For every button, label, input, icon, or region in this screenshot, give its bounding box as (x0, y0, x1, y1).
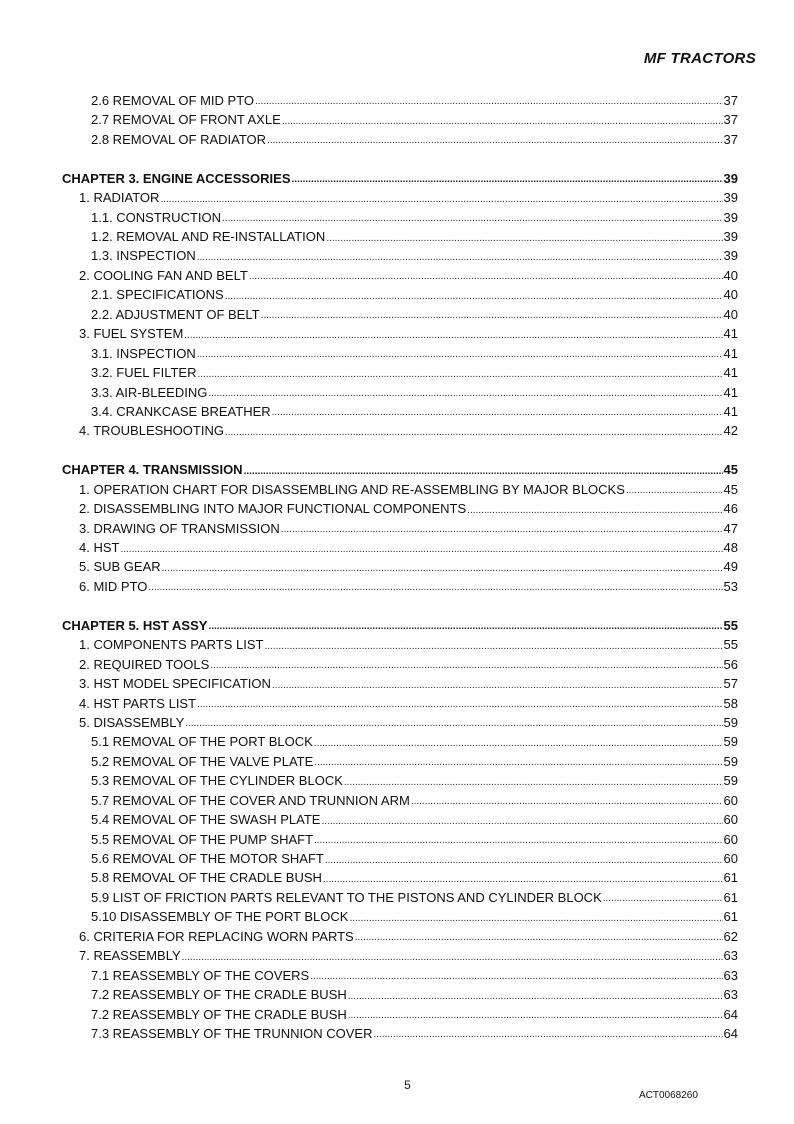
toc-entry-page: 39 (723, 248, 738, 264)
toc-entry[interactable] (62, 635, 738, 654)
dot-leader (326, 231, 722, 247)
dot-leader (197, 250, 723, 266)
toc-entry[interactable] (62, 558, 738, 577)
toc-entry-title: 7.2 REASSEMBLY OF THE CRADLE BUSH (91, 1006, 347, 1022)
toc-entry-title: 2.2. ADJUSTMENT OF BELT (91, 306, 260, 322)
toc-entry[interactable] (62, 305, 738, 324)
dot-leader (323, 872, 723, 888)
toc-entry-title: 2.8 REMOVAL OF RADIATOR (91, 131, 267, 147)
dot-leader (182, 950, 723, 966)
toc-entry[interactable] (62, 480, 738, 499)
running-header: MF TRACTORS (643, 50, 756, 67)
toc-entry[interactable] (62, 130, 738, 149)
toc-entry-title: 5.4 REMOVAL OF THE SWASH PLATE (91, 812, 321, 828)
dot-leader (249, 269, 723, 285)
dot-leader (355, 930, 723, 946)
dot-leader (210, 658, 722, 674)
toc-entry-title: 1. COMPONENTS PARTS LIST (79, 637, 264, 653)
toc-entry-title: 5.2 REMOVAL OF THE VALVE PLATE (91, 753, 314, 769)
toc-entry[interactable] (62, 752, 738, 771)
toc-entry[interactable] (62, 110, 738, 129)
dot-leader (225, 425, 723, 441)
dot-leader (272, 678, 723, 694)
toc-entry-page: 39 (723, 170, 738, 186)
toc-entry-title: 3. HST MODEL SPECIFICATION (79, 676, 271, 692)
toc-entry-page: 48 (723, 540, 738, 556)
toc-chapter-entry[interactable] (62, 169, 738, 188)
toc-entry[interactable] (62, 830, 738, 849)
dot-leader (348, 1008, 723, 1024)
toc-entry-page: 37 (723, 131, 738, 147)
dot-leader (348, 989, 723, 1005)
dot-leader (208, 386, 722, 402)
toc-entry-page: 60 (723, 812, 738, 828)
toc-entry-title: 5.3 REMOVAL OF THE CYLINDER BLOCK (91, 773, 343, 789)
dot-leader (162, 561, 723, 577)
section-spacer (62, 596, 738, 615)
toc-entry-page: 63 (723, 967, 738, 983)
toc-entry-page: 55 (723, 637, 738, 653)
dot-leader (185, 716, 722, 732)
toc-entry-title: 7. REASSEMBLY (79, 948, 181, 964)
toc-entry-title: 6. MID PTO (79, 578, 148, 594)
toc-entry[interactable] (62, 694, 738, 713)
document-code: ACT0068260 (639, 1090, 698, 1101)
dot-leader (160, 192, 722, 208)
toc-entry-page: 40 (723, 306, 738, 322)
toc-entry-page: 61 (723, 889, 738, 905)
dot-leader (310, 969, 722, 985)
toc-entry[interactable] (62, 402, 738, 421)
toc-entry-page: 41 (723, 384, 738, 400)
toc-entry-page: 47 (723, 520, 738, 536)
toc-entry[interactable] (62, 849, 738, 868)
toc-entry-title: 3.1. INSPECTION (91, 345, 196, 361)
toc-entry[interactable] (62, 966, 738, 985)
dot-leader (208, 619, 722, 635)
toc-entry-page: 42 (723, 423, 738, 439)
toc-entry-page: 62 (723, 928, 738, 944)
dot-leader (325, 853, 723, 869)
toc-entry-page: 64 (723, 1006, 738, 1022)
dot-leader (272, 405, 723, 421)
dot-leader (148, 580, 722, 596)
toc-entry-title: 5.7 REMOVAL OF THE COVER AND TRUNNION ARM (91, 792, 410, 808)
toc-entry-title: 4. HST PARTS LIST (79, 695, 197, 711)
toc-entry-page: 46 (723, 501, 738, 517)
dot-leader (197, 347, 723, 363)
dot-leader (197, 697, 722, 713)
toc-entry-title: 1. RADIATOR (79, 190, 160, 206)
dot-leader (314, 833, 723, 849)
toc-entry[interactable] (62, 771, 738, 790)
toc-entry[interactable] (62, 188, 738, 207)
toc-entry-page: 59 (723, 714, 738, 730)
toc-entry-page: 37 (723, 112, 738, 128)
toc-entry-title: 3.3. AIR-BLEEDING (91, 384, 208, 400)
dot-leader (244, 464, 723, 480)
toc-entry[interactable] (62, 674, 738, 693)
toc-entry[interactable] (62, 344, 738, 363)
toc-entry[interactable] (62, 285, 738, 304)
dot-leader (374, 1027, 723, 1043)
toc-entry-title: 2. REQUIRED TOOLS (79, 656, 210, 672)
toc-entry-title: 6. CRITERIA FOR REPLACING WORN PARTS (79, 928, 354, 944)
toc-entry[interactable] (62, 713, 738, 732)
toc-entry-title: 5.6 REMOVAL OF THE MOTOR SHAFT (91, 851, 324, 867)
dot-leader (264, 639, 722, 655)
toc-entry-title: 7.2 REASSEMBLY OF THE CRADLE BUSH (91, 987, 347, 1003)
toc-entry[interactable] (62, 888, 738, 907)
page-number: 5 (404, 1078, 411, 1092)
toc-entry[interactable] (62, 869, 738, 888)
toc-chapter-entry[interactable] (62, 616, 738, 635)
dot-leader (267, 133, 722, 149)
section-spacer (62, 441, 738, 460)
toc-entry-page: 39 (723, 209, 738, 225)
toc-entry-title: CHAPTER 3. ENGINE ACCESSORIES (62, 170, 291, 186)
toc-entry-title: 2. COOLING FAN AND BELT (79, 267, 248, 283)
toc-entry-title: 4. HST (79, 540, 120, 556)
dot-leader (411, 794, 723, 810)
toc-entry-title: 1.3. INSPECTION (91, 248, 196, 264)
dot-leader (120, 542, 722, 558)
toc-entry-page: 45 (723, 481, 738, 497)
toc-entry[interactable] (62, 1024, 738, 1043)
toc-entry[interactable] (62, 499, 738, 518)
toc-entry-page: 40 (723, 287, 738, 303)
dot-leader (292, 172, 723, 188)
toc-entry-page: 58 (723, 695, 738, 711)
toc-entry-page: 59 (723, 753, 738, 769)
dot-leader (467, 503, 722, 519)
toc-entry[interactable] (62, 577, 738, 596)
dot-leader (321, 814, 722, 830)
toc-entry[interactable] (62, 519, 738, 538)
dot-leader (314, 755, 722, 771)
toc-entry[interactable] (62, 927, 738, 946)
toc-entry-title: 5.9 LIST OF FRICTION PARTS RELEVANT TO THE PISTONS AND CYLINDER BLOCK (91, 889, 602, 905)
toc-entry[interactable] (62, 383, 738, 402)
dot-leader (197, 367, 722, 383)
toc-entry-title: 5.10 DISASSEMBLY OF THE PORT BLOCK (91, 909, 349, 925)
toc-entry-page: 55 (723, 617, 738, 633)
toc-entry-page: 57 (723, 676, 738, 692)
toc-entry-page: 39 (723, 190, 738, 206)
toc-entry-title: CHAPTER 5. HST ASSY (62, 617, 208, 633)
toc-entry-page: 61 (723, 870, 738, 886)
toc-entry-page: 45 (723, 462, 738, 478)
toc-entry-page: 60 (723, 831, 738, 847)
toc-entry[interactable] (62, 266, 738, 285)
toc-entry-page: 49 (723, 559, 738, 575)
toc-entry-title: 5.1 REMOVAL OF THE PORT BLOCK (91, 734, 313, 750)
toc-entry-title: 5. SUB GEAR (79, 559, 161, 575)
toc-entry[interactable] (62, 208, 738, 227)
dot-leader (603, 891, 723, 907)
toc-entry[interactable] (62, 655, 738, 674)
table-of-contents (62, 91, 738, 1043)
toc-entry-page: 59 (723, 773, 738, 789)
toc-entry-title: 3. FUEL SYSTEM (79, 326, 184, 342)
toc-entry-page: 37 (723, 92, 738, 108)
toc-entry-title: 2. DISASSEMBLING INTO MAJOR FUNCTIONAL COMPONENTS (79, 501, 467, 517)
dot-leader (222, 211, 723, 227)
toc-entry-title: 1.2. REMOVAL AND RE-INSTALLATION (91, 229, 326, 245)
toc-entry-page: 41 (723, 403, 738, 419)
toc-entry[interactable] (62, 732, 738, 751)
toc-entry-page: 41 (723, 365, 738, 381)
dot-leader (349, 911, 722, 927)
toc-chapter-entry[interactable] (62, 460, 738, 479)
toc-entry[interactable] (62, 91, 738, 110)
toc-entry[interactable] (62, 907, 738, 926)
dot-leader (184, 328, 722, 344)
dot-leader (281, 522, 723, 538)
toc-entry-page: 64 (723, 1025, 738, 1041)
toc-entry-page: 60 (723, 851, 738, 867)
dot-leader (255, 94, 723, 110)
dot-leader (261, 308, 723, 324)
toc-entry-title: 2.7 REMOVAL OF FRONT AXLE (91, 112, 281, 128)
dot-leader (225, 289, 723, 305)
toc-entry-title: 2.1. SPECIFICATIONS (91, 287, 224, 303)
toc-entry-title: 2.6 REMOVAL OF MID PTO (91, 92, 255, 108)
toc-entry-title: 7.1 REASSEMBLY OF THE COVERS (91, 967, 310, 983)
toc-entry-title: 1.1. CONSTRUCTION (91, 209, 222, 225)
toc-entry[interactable] (62, 247, 738, 266)
toc-entry[interactable] (62, 324, 738, 343)
toc-entry-title: 5. DISASSEMBLY (79, 714, 185, 730)
toc-entry[interactable] (62, 810, 738, 829)
toc-entry-page: 63 (723, 948, 738, 964)
toc-entry-title: 7.3 REASSEMBLY OF THE TRUNNION COVER (91, 1025, 373, 1041)
toc-entry-page: 59 (723, 734, 738, 750)
toc-entry-title: 4. TROUBLESHOOTING (79, 423, 224, 439)
toc-entry[interactable] (62, 363, 738, 382)
toc-entry-page: 40 (723, 267, 738, 283)
toc-entry[interactable] (62, 791, 738, 810)
toc-entry-title: 3.4. CRANKCASE BREATHER (91, 403, 271, 419)
dot-leader (282, 114, 723, 130)
dot-leader (626, 483, 723, 499)
toc-entry-page: 53 (723, 578, 738, 594)
toc-entry[interactable] (62, 946, 738, 965)
toc-entry[interactable] (62, 421, 738, 440)
toc-entry[interactable] (62, 538, 738, 557)
toc-entry[interactable] (62, 985, 738, 1004)
dot-leader (314, 736, 723, 752)
toc-entry[interactable] (62, 227, 738, 246)
toc-entry-page: 56 (723, 656, 738, 672)
toc-entry-page: 61 (723, 909, 738, 925)
toc-entry-title: 5.5 REMOVAL OF THE PUMP SHAFT (91, 831, 314, 847)
toc-entry[interactable] (62, 1005, 738, 1024)
toc-entry-page: 63 (723, 987, 738, 1003)
toc-entry-page: 41 (723, 345, 738, 361)
section-spacer (62, 149, 738, 168)
toc-entry-page: 39 (723, 229, 738, 245)
toc-entry-title: CHAPTER 4. TRANSMISSION (62, 462, 243, 478)
toc-entry-page: 60 (723, 792, 738, 808)
toc-entry-page: 41 (723, 326, 738, 342)
toc-entry-title: 5.8 REMOVAL OF THE CRADLE BUSH (91, 870, 322, 886)
dot-leader (344, 775, 723, 791)
toc-entry-title: 1. OPERATION CHART FOR DISASSEMBLING AND RE-ASSEMBLING BY MAJOR BLOCKS (79, 481, 625, 497)
toc-entry-title: 3. DRAWING OF TRANSMISSION (79, 520, 280, 536)
toc-entry-title: 3.2. FUEL FILTER (91, 365, 197, 381)
